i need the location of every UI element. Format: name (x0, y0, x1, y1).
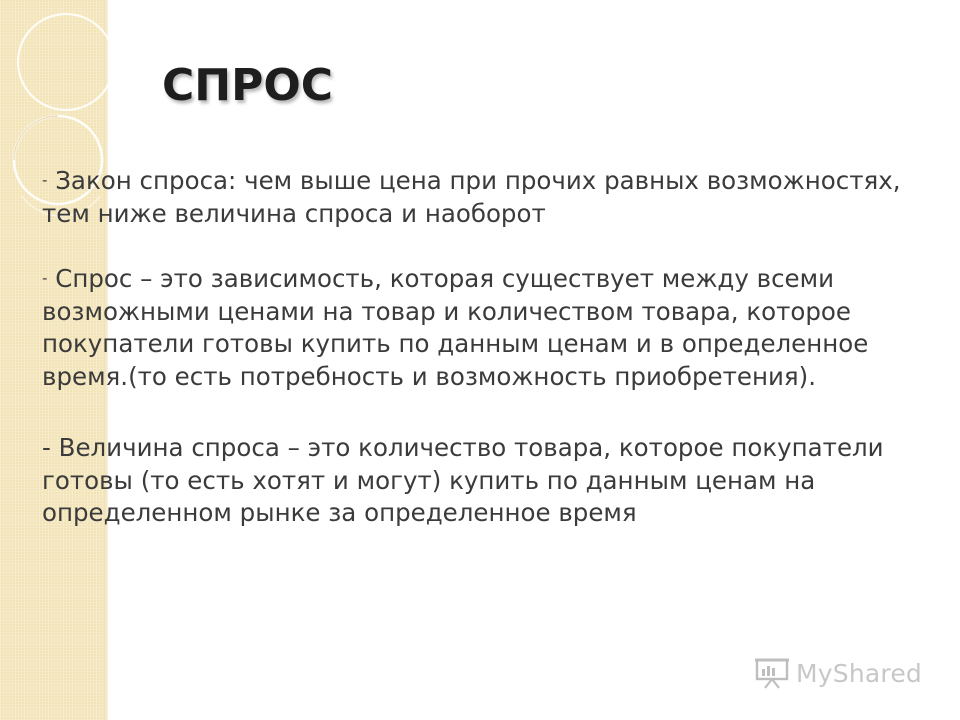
paragraph-text: Спрос – это зависимость, которая существует между всеми возможными ценами на товар и количеством товара, которое покупатели готовы купить по данным ценам и в определенное время.(то есть потребность и возможность приобретения). (42, 264, 869, 391)
slide-content (42, 164, 922, 530)
bullet-dash: - (42, 433, 51, 462)
paragraph-demand-definition (42, 262, 922, 393)
presentation-board-icon (754, 657, 790, 689)
paragraph-text: Величина спроса – это количество товара, которое покупатели готовы (то есть хотят и могут) купить по данным ценам на определенном рынке за определенное время (42, 433, 884, 527)
slide-title: СПРОС (162, 60, 334, 111)
watermark-text: MyShared (796, 658, 922, 688)
paragraph-law-of-demand (42, 164, 922, 230)
paragraph-quantity-demanded (42, 432, 922, 530)
watermark (754, 656, 922, 690)
paragraph-text: Закон спроса: чем выше цена при прочих равных возможностях, тем ниже величина спроса и наоборот (42, 166, 901, 228)
bullet-dash: - (42, 171, 48, 189)
bullet-dash: - (42, 269, 48, 287)
